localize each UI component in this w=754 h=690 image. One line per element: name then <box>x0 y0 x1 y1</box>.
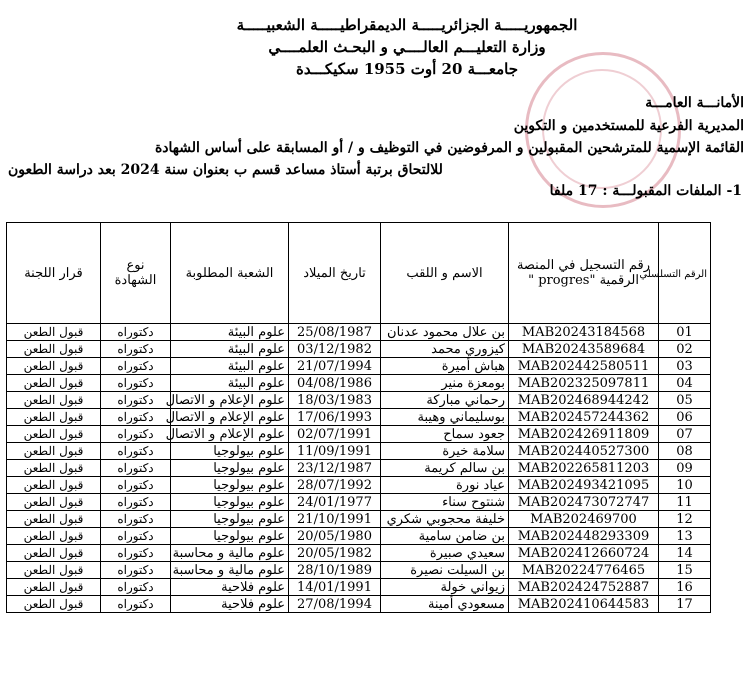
cell-cert: دكتوراه <box>101 528 171 545</box>
cell-birth: 21/07/1994 <box>289 358 381 375</box>
cell-field: علوم بيولوجيا <box>171 494 289 511</box>
cell-cert: دكتوراه <box>101 392 171 409</box>
cell-cert: دكتوراه <box>101 579 171 596</box>
cell-serial: 14 <box>659 545 711 562</box>
cell-field: علوم الإعلام و الاتصال <box>171 409 289 426</box>
cell-field: علوم بيولوجيا <box>171 460 289 477</box>
cell-serial: 05 <box>659 392 711 409</box>
cell-field: علوم البيئة <box>171 341 289 358</box>
cell-name: سعيدي صبيرة <box>381 545 509 562</box>
cell-name: زيواني خولة <box>381 579 509 596</box>
cell-birth: 28/10/1989 <box>289 562 381 579</box>
cell-registration: MAB202426911809 <box>509 426 659 443</box>
cell-field: علوم بيولوجيا <box>171 511 289 528</box>
cell-field: علوم بيولوجيا <box>171 443 289 460</box>
table-row <box>7 528 711 545</box>
cell-cert: دكتوراه <box>101 562 171 579</box>
cell-registration: MAB202412660724 <box>509 545 659 562</box>
cell-registration: MAB20243184568 <box>509 324 659 341</box>
cell-birth: 21/10/1991 <box>289 511 381 528</box>
cell-birth: 20/05/1982 <box>289 545 381 562</box>
cell-name: بن علال محمود عدنان <box>381 324 509 341</box>
table-row <box>7 562 711 579</box>
cell-field: علوم فلاحية <box>171 596 289 613</box>
cell-name: سلامة خيرة <box>381 443 509 460</box>
cell-field: علوم البيئة <box>171 324 289 341</box>
header-birth: تاريخ الميلاد <box>289 223 381 324</box>
cell-field: علوم الإعلام و الاتصال <box>171 392 289 409</box>
cell-decision: قبول الطعن <box>7 409 101 426</box>
cell-serial: 15 <box>659 562 711 579</box>
table-row <box>7 511 711 528</box>
table-row <box>7 426 711 443</box>
cell-birth: 25/08/1987 <box>289 324 381 341</box>
cell-decision: قبول الطعن <box>7 579 101 596</box>
cell-name: عياد نورة <box>381 477 509 494</box>
cell-name: رحماني مباركة <box>381 392 509 409</box>
cell-registration: MAB202442580511 <box>509 358 659 375</box>
cell-cert: دكتوراه <box>101 409 171 426</box>
accepted-files-table <box>6 222 711 613</box>
republic-heading: الجمهوريـــــة الجزائريـــــة الديمقراطيـــــة الشعبيـــــة <box>236 16 578 34</box>
cell-birth: 24/01/1977 <box>289 494 381 511</box>
cell-birth: 23/12/1987 <box>289 460 381 477</box>
header-decision: قرار اللجنة <box>7 223 101 324</box>
cell-decision: قبول الطعن <box>7 477 101 494</box>
cell-registration: MAB20243589684 <box>509 341 659 358</box>
cell-serial: 12 <box>659 511 711 528</box>
cell-registration: MAB202493421095 <box>509 477 659 494</box>
cell-serial: 17 <box>659 596 711 613</box>
secretariat-line: الأمانـــة العامـــة <box>645 95 744 111</box>
cell-field: علوم الإعلام و الاتصال <box>171 426 289 443</box>
cell-birth: 27/08/1994 <box>289 596 381 613</box>
table-row <box>7 545 711 562</box>
table-row <box>7 579 711 596</box>
cell-serial: 02 <box>659 341 711 358</box>
cell-cert: دكتوراه <box>101 545 171 562</box>
cell-field: علوم مالية و محاسبة <box>171 562 289 579</box>
cell-registration: MAB202457244362 <box>509 409 659 426</box>
cell-serial: 11 <box>659 494 711 511</box>
cell-decision: قبول الطعن <box>7 494 101 511</box>
cell-decision: قبول الطعن <box>7 596 101 613</box>
cell-decision: قبول الطعن <box>7 341 101 358</box>
cell-serial: 08 <box>659 443 711 460</box>
table-row <box>7 460 711 477</box>
table-row <box>7 494 711 511</box>
cell-cert: دكتوراه <box>101 511 171 528</box>
cell-birth: 14/01/1991 <box>289 579 381 596</box>
cell-name: بن سالم كريمة <box>381 460 509 477</box>
cell-name: جعود سماح <box>381 426 509 443</box>
cell-field: علوم فلاحية <box>171 579 289 596</box>
cell-field: علوم بيولوجيا <box>171 528 289 545</box>
cell-registration: MAB202468944242 <box>509 392 659 409</box>
rank-line: للالتحاق برتبة أستاذ مساعد قسم ب بعنوان سنة 2024 بعد دراسة الطعون <box>8 162 443 178</box>
cell-serial: 04 <box>659 375 711 392</box>
cell-name: مسعودي أمينة <box>381 596 509 613</box>
cell-registration: MAB202469700 <box>509 511 659 528</box>
cell-cert: دكتوراه <box>101 494 171 511</box>
section-title: 1- الملفات المقبولـــة : 17 ملفا <box>549 183 742 199</box>
cell-birth: 03/12/1982 <box>289 341 381 358</box>
table-row <box>7 341 711 358</box>
cell-cert: دكتوراه <box>101 358 171 375</box>
cell-name: بومعزة منير <box>381 375 509 392</box>
cell-serial: 06 <box>659 409 711 426</box>
table-row <box>7 324 711 341</box>
table-row <box>7 375 711 392</box>
cell-cert: دكتوراه <box>101 375 171 392</box>
ministry-heading: وزارة التعليـــم العالــــي و البحـث العلمــــي <box>268 38 546 56</box>
cell-cert: دكتوراه <box>101 426 171 443</box>
cell-name: كيزوري محمد <box>381 341 509 358</box>
cell-cert: دكتوراه <box>101 341 171 358</box>
cell-decision: قبول الطعن <box>7 375 101 392</box>
cell-decision: قبول الطعن <box>7 392 101 409</box>
list-title-line: القائمة الإسمية للمترشحين المقبولين و المرفوضين في التوظيف و / أو المسابقة على أساس الشهادة <box>154 140 744 156</box>
cell-registration: MAB202473072747 <box>509 494 659 511</box>
cell-registration: MAB202424752887 <box>509 579 659 596</box>
cell-decision: قبول الطعن <box>7 443 101 460</box>
cell-birth: 11/09/1991 <box>289 443 381 460</box>
cell-cert: دكتوراه <box>101 443 171 460</box>
cell-registration: MAB20224776465 <box>509 562 659 579</box>
cell-birth: 02/07/1991 <box>289 426 381 443</box>
cell-name: بن ضامن سامية <box>381 528 509 545</box>
cell-decision: قبول الطعن <box>7 460 101 477</box>
cell-name: شنتوح سناء <box>381 494 509 511</box>
cell-serial: 07 <box>659 426 711 443</box>
university-heading: جامعـــة 20 أوت 1955 سكيكـــدة <box>296 60 518 78</box>
cell-name: بن السيلت نصيرة <box>381 562 509 579</box>
cell-decision: قبول الطعن <box>7 426 101 443</box>
cell-birth: 20/05/1980 <box>289 528 381 545</box>
cell-registration: MAB202440527300 <box>509 443 659 460</box>
cell-field: علوم بيولوجيا <box>171 477 289 494</box>
header-serial: الرقم التسلسلي <box>659 223 711 324</box>
cell-serial: 01 <box>659 324 711 341</box>
table-row <box>7 477 711 494</box>
table-row <box>7 409 711 426</box>
header-cert: نوع الشهادة <box>101 223 171 324</box>
cell-registration: MAB202410644583 <box>509 596 659 613</box>
cell-cert: دكتوراه <box>101 460 171 477</box>
cell-registration: MAB202325097811 <box>509 375 659 392</box>
cell-serial: 16 <box>659 579 711 596</box>
cell-birth: 04/08/1986 <box>289 375 381 392</box>
table-row <box>7 392 711 409</box>
header-field: الشعبة المطلوبة <box>171 223 289 324</box>
header-name: الاسم و اللقب <box>381 223 509 324</box>
cell-decision: قبول الطعن <box>7 528 101 545</box>
table-header-row <box>7 223 711 324</box>
table-row <box>7 358 711 375</box>
cell-serial: 03 <box>659 358 711 375</box>
table-row <box>7 443 711 460</box>
cell-decision: قبول الطعن <box>7 562 101 579</box>
cell-decision: قبول الطعن <box>7 358 101 375</box>
cell-registration: MAB202448293309 <box>509 528 659 545</box>
cell-serial: 09 <box>659 460 711 477</box>
cell-birth: 28/07/1992 <box>289 477 381 494</box>
directorate-line: المديرية الفرعية للمستخدمين و التكوين <box>513 118 744 134</box>
cell-field: علوم البيئة <box>171 358 289 375</box>
cell-cert: دكتوراه <box>101 477 171 494</box>
cell-field: علوم البيئة <box>171 375 289 392</box>
cell-cert: دكتوراه <box>101 596 171 613</box>
cell-serial: 13 <box>659 528 711 545</box>
cell-birth: 18/03/1983 <box>289 392 381 409</box>
cell-registration: MAB202265811203 <box>509 460 659 477</box>
cell-name: هباش أميرة <box>381 358 509 375</box>
table-row <box>7 596 711 613</box>
header-registration: رقم التسجيل في المنصة الرقمية "progres " <box>509 223 659 324</box>
cell-birth: 17/06/1993 <box>289 409 381 426</box>
cell-decision: قبول الطعن <box>7 324 101 341</box>
cell-serial: 10 <box>659 477 711 494</box>
cell-name: خليفة محجوبي شكري <box>381 511 509 528</box>
cell-cert: دكتوراه <box>101 324 171 341</box>
cell-field: علوم مالية و محاسبة <box>171 545 289 562</box>
cell-name: بوسليماني وهيبة <box>381 409 509 426</box>
cell-decision: قبول الطعن <box>7 511 101 528</box>
cell-decision: قبول الطعن <box>7 545 101 562</box>
